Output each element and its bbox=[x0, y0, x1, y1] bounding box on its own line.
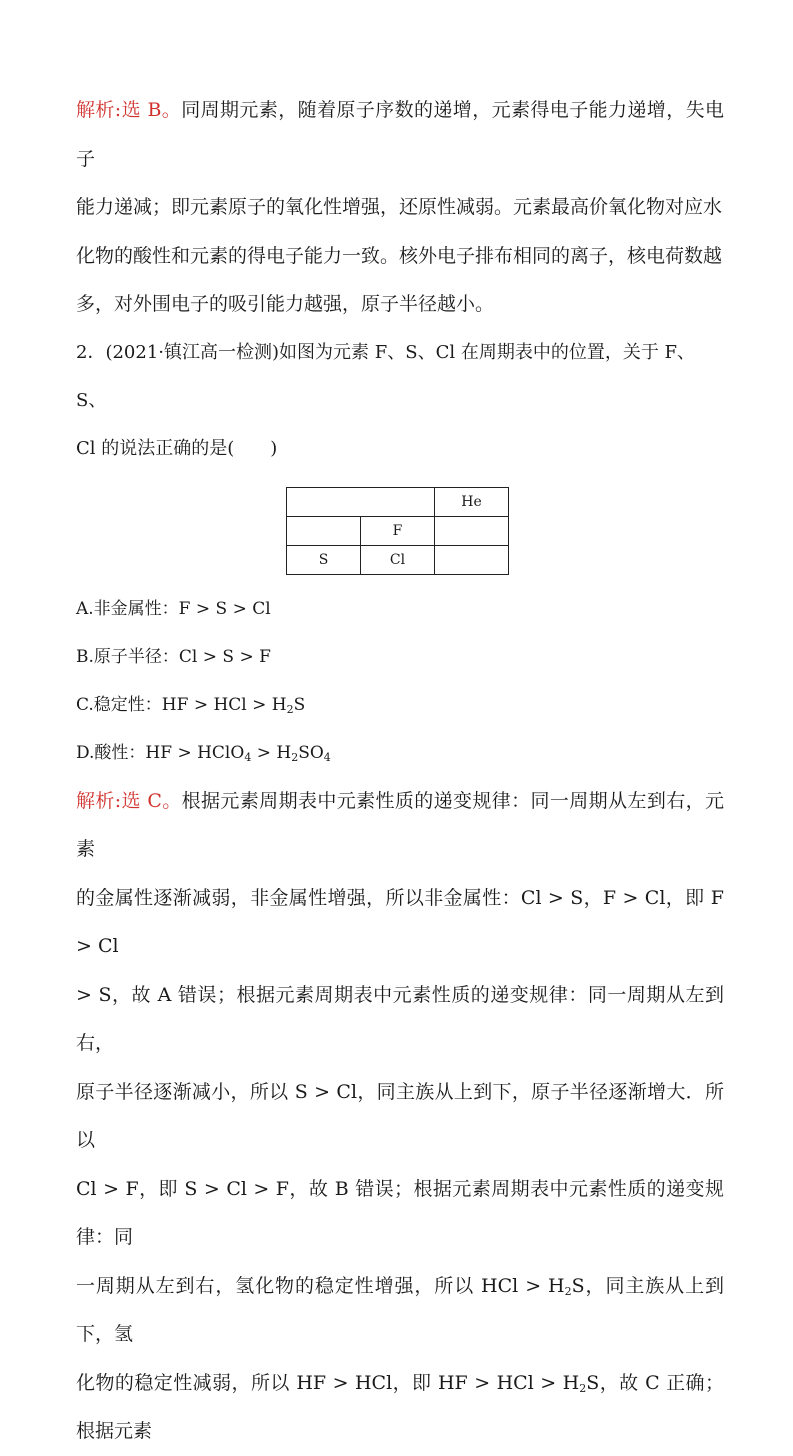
analysis-1-line: 多，对外围电子的吸引能力越强，原子半径越小。 bbox=[76, 293, 495, 315]
analysis-2-line: 化物的稳定性减弱，所以 HF > HCl，即 HF > HCl > H bbox=[76, 1371, 580, 1394]
analysis-2-line: S，同主族从上到下，氢 bbox=[76, 1274, 724, 1345]
table-cell bbox=[287, 516, 361, 545]
subscript: 2 bbox=[286, 702, 294, 716]
table-cell bbox=[287, 487, 435, 516]
analysis-2-line: S，故 C 正确；根据元素 bbox=[76, 1371, 724, 1442]
analysis-1-line: 能力递减；即元素原子的氧化性增强，还原性减弱。元素最高价氧化物对应水 bbox=[76, 196, 723, 218]
question-2-line-2: Cl 的说法正确的是( ) bbox=[76, 437, 278, 459]
subscript: 4 bbox=[244, 750, 252, 764]
table-cell bbox=[435, 516, 509, 545]
subscript: 2 bbox=[291, 750, 299, 764]
table-cell-s: S bbox=[287, 545, 361, 574]
subscript: 4 bbox=[323, 750, 331, 764]
analysis-1-line: 同周期元素，随着原子序数的递增，元素得电子能力递增，失电子 bbox=[76, 99, 724, 170]
analysis-2-line: 原子半径逐渐减小，所以 S > Cl，同主族从上到下，原子半径逐渐增大．所以 bbox=[76, 1080, 724, 1151]
table-cell-f: F bbox=[361, 516, 435, 545]
option-d-text: > H bbox=[251, 742, 292, 763]
periodic-table-fragment bbox=[286, 487, 509, 575]
option-a: A.非金属性：F > S > Cl bbox=[76, 598, 271, 619]
option-c bbox=[76, 681, 724, 729]
analysis-2-label: 解析:选 C。 bbox=[76, 789, 182, 812]
table-cell bbox=[435, 545, 509, 574]
document-page bbox=[76, 86, 724, 1456]
subscript: 2 bbox=[564, 1284, 572, 1298]
option-d-text: SO bbox=[298, 742, 324, 763]
question-2-line-1: 2．(2021·镇江高一检测)如图为元素 F、S、Cl 在周期表中的位置，关于 F、S、 bbox=[76, 341, 696, 411]
analysis-2-line: > S，故 A 错误；根据元素周期表中元素性质的递变规律：同一周期从左到右， bbox=[76, 983, 724, 1054]
analysis-2-line: 根据元素周期表中元素性质的递变规律：同一周期从左到右，元素 bbox=[76, 789, 724, 860]
analysis-2-line: Cl > F，即 S > Cl > F，故 B 错误；根据元素周期表中元素性质的递变规律：同 bbox=[76, 1177, 724, 1248]
analysis-1-line: 化物的酸性和元素的得电子能力一致。核外电子排布相同的离子，核电荷数越 bbox=[76, 244, 723, 267]
table-cell-cl: Cl bbox=[361, 545, 435, 574]
analysis-1-label: 解析:选 B。 bbox=[76, 99, 182, 121]
analysis-2 bbox=[76, 777, 724, 1456]
option-d-text: D.酸性：HF > HClO bbox=[76, 742, 245, 763]
analysis-2-line: 的金属性逐渐减弱，非金属性增强，所以非金属性：Cl > S，F > Cl，即 F > Cl bbox=[76, 886, 724, 957]
analysis-1 bbox=[76, 86, 724, 329]
option-c-text-end: S bbox=[293, 694, 306, 715]
table-cell-he: He bbox=[435, 487, 509, 516]
option-c-text: C.稳定性：HF > HCl > H bbox=[76, 694, 287, 715]
question-2 bbox=[76, 329, 724, 473]
option-d bbox=[76, 729, 724, 777]
subscript: 2 bbox=[579, 1381, 587, 1395]
analysis-2-line: 一周期从左到右，氢化物的稳定性增强，所以 HCl > H bbox=[76, 1274, 565, 1297]
option-b: B.原子半径：Cl > S > F bbox=[76, 646, 271, 667]
